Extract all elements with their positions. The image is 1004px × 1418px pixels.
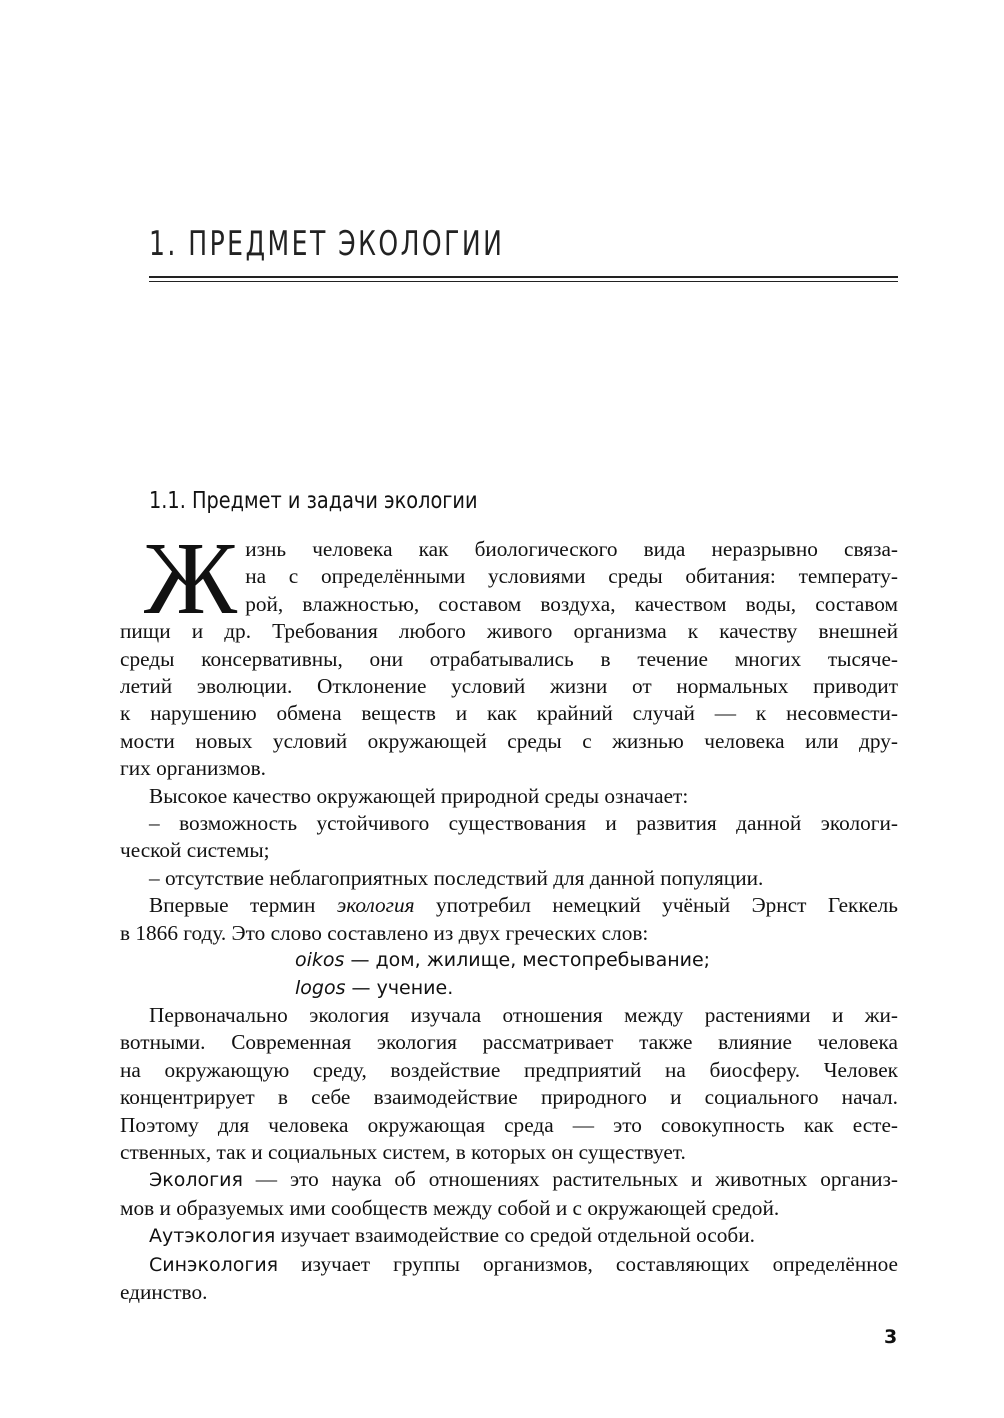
history-paragraph — [120, 1002, 898, 1029]
autecology-term: Аутэкология — [149, 1225, 276, 1248]
autecology-text: изучает взаимодействие со средой отдельной особи. — [275, 1223, 755, 1248]
term-paragraph — [120, 892, 898, 919]
intro-paragraph — [120, 521, 898, 783]
ecology-definition-line — [120, 1166, 898, 1194]
greek-word: logos — [295, 976, 346, 999]
drop-cap: Ж — [144, 521, 238, 636]
term-line-1 — [120, 892, 898, 919]
chapter-title-rule — [149, 276, 898, 282]
ecology-definition-cont: мов и образуемых ими сообществ между собой и с окружающей средой. — [120, 1195, 780, 1220]
history-line: на окружающую среду, воздействие предприятий на биосферу. Человек — [120, 1057, 898, 1082]
greek-meaning: — дом, жилище, местопребывание; — [344, 949, 711, 972]
ecology-definition — [120, 1166, 898, 1194]
greek-word: oikos — [295, 949, 345, 972]
term-before: Впервые термин — [149, 893, 337, 918]
intro-line: гих организмов. — [120, 756, 267, 781]
intro-line: на с определёнными условиями среды обитания: температу- — [245, 564, 898, 589]
synecology-term: Синэкология — [149, 1253, 279, 1276]
quality-item-2: – отсутствие неблагоприятных последствий для данной популяции. — [149, 865, 764, 890]
greek-word-logos — [120, 975, 898, 1002]
synecology-definition — [120, 1251, 898, 1279]
history-line: концентрирует в себе взаимодействие природного и социального начал. — [120, 1085, 898, 1110]
history-line: ственных, так и социальных систем, в которых он существует. — [120, 1139, 686, 1164]
intro-line: изнь человека как биологического вида неразрывно связа- — [245, 537, 898, 561]
page-number: 3 — [884, 1326, 898, 1348]
intro-line: мости новых условий окружающей среды с жизнью человека или дру- — [120, 728, 898, 753]
synecology-definition-cont: единство. — [120, 1279, 208, 1304]
term-word: экология — [336, 893, 415, 918]
ecology-text: — это наука об отношениях растительных и животных организ- — [242, 1167, 898, 1192]
term-line-2: в 1866 году. Это слово составлено из двух греческих слов: — [120, 920, 649, 945]
quality-lead: Высокое качество окружающей природной среды означает: — [149, 783, 689, 808]
section-title: 1.1. Предмет и задачи экологии — [149, 488, 478, 514]
history-line: вотными. Современная экология рассматривает также влияние человека — [120, 1030, 898, 1055]
intro-line: к нарушению обмена веществ и как крайний случай — к несовмести- — [120, 701, 898, 726]
intro-line: рой, влажностью, составом воздуха, качеством воды, составом — [245, 591, 898, 616]
body-text — [120, 521, 898, 1306]
intro-line: среды консервативны, они отрабатывались в течение многих тысяче- — [120, 646, 898, 671]
history-line: Поэтому для человека окружающая среда — это совокупность как есте- — [120, 1112, 898, 1137]
ecology-term: Экология — [149, 1169, 243, 1192]
synecology-text: изучает группы организмов, составляющих определённое — [278, 1251, 898, 1276]
history-paragraph-cont — [120, 1029, 898, 1166]
autecology-definition — [120, 1222, 898, 1250]
quality-item-1 — [120, 810, 898, 837]
intro-line: летий эволюции. Отклонение условий жизни от нормальных приводит — [120, 674, 898, 699]
intro-line: пищи и др. Требования любого живого организма к качеству внешней — [120, 619, 898, 644]
chapter-title: 1. ПРЕДМЕТ ЭКОЛОГИИ — [149, 224, 505, 264]
term-after: употребил немецкий учёный Эрнст Геккель — [414, 893, 898, 918]
synecology-definition-line — [120, 1251, 898, 1279]
quality-item-1-cont: ческой системы; — [120, 838, 270, 863]
greek-meaning: — учение. — [345, 976, 454, 999]
greek-word-oikos — [120, 947, 898, 974]
quality-item-1-line: – возможность устойчивого существования и развития данной экологи- — [149, 811, 898, 836]
history-line: Первоначально экология изучала отношения между растениями и жи- — [149, 1002, 898, 1027]
